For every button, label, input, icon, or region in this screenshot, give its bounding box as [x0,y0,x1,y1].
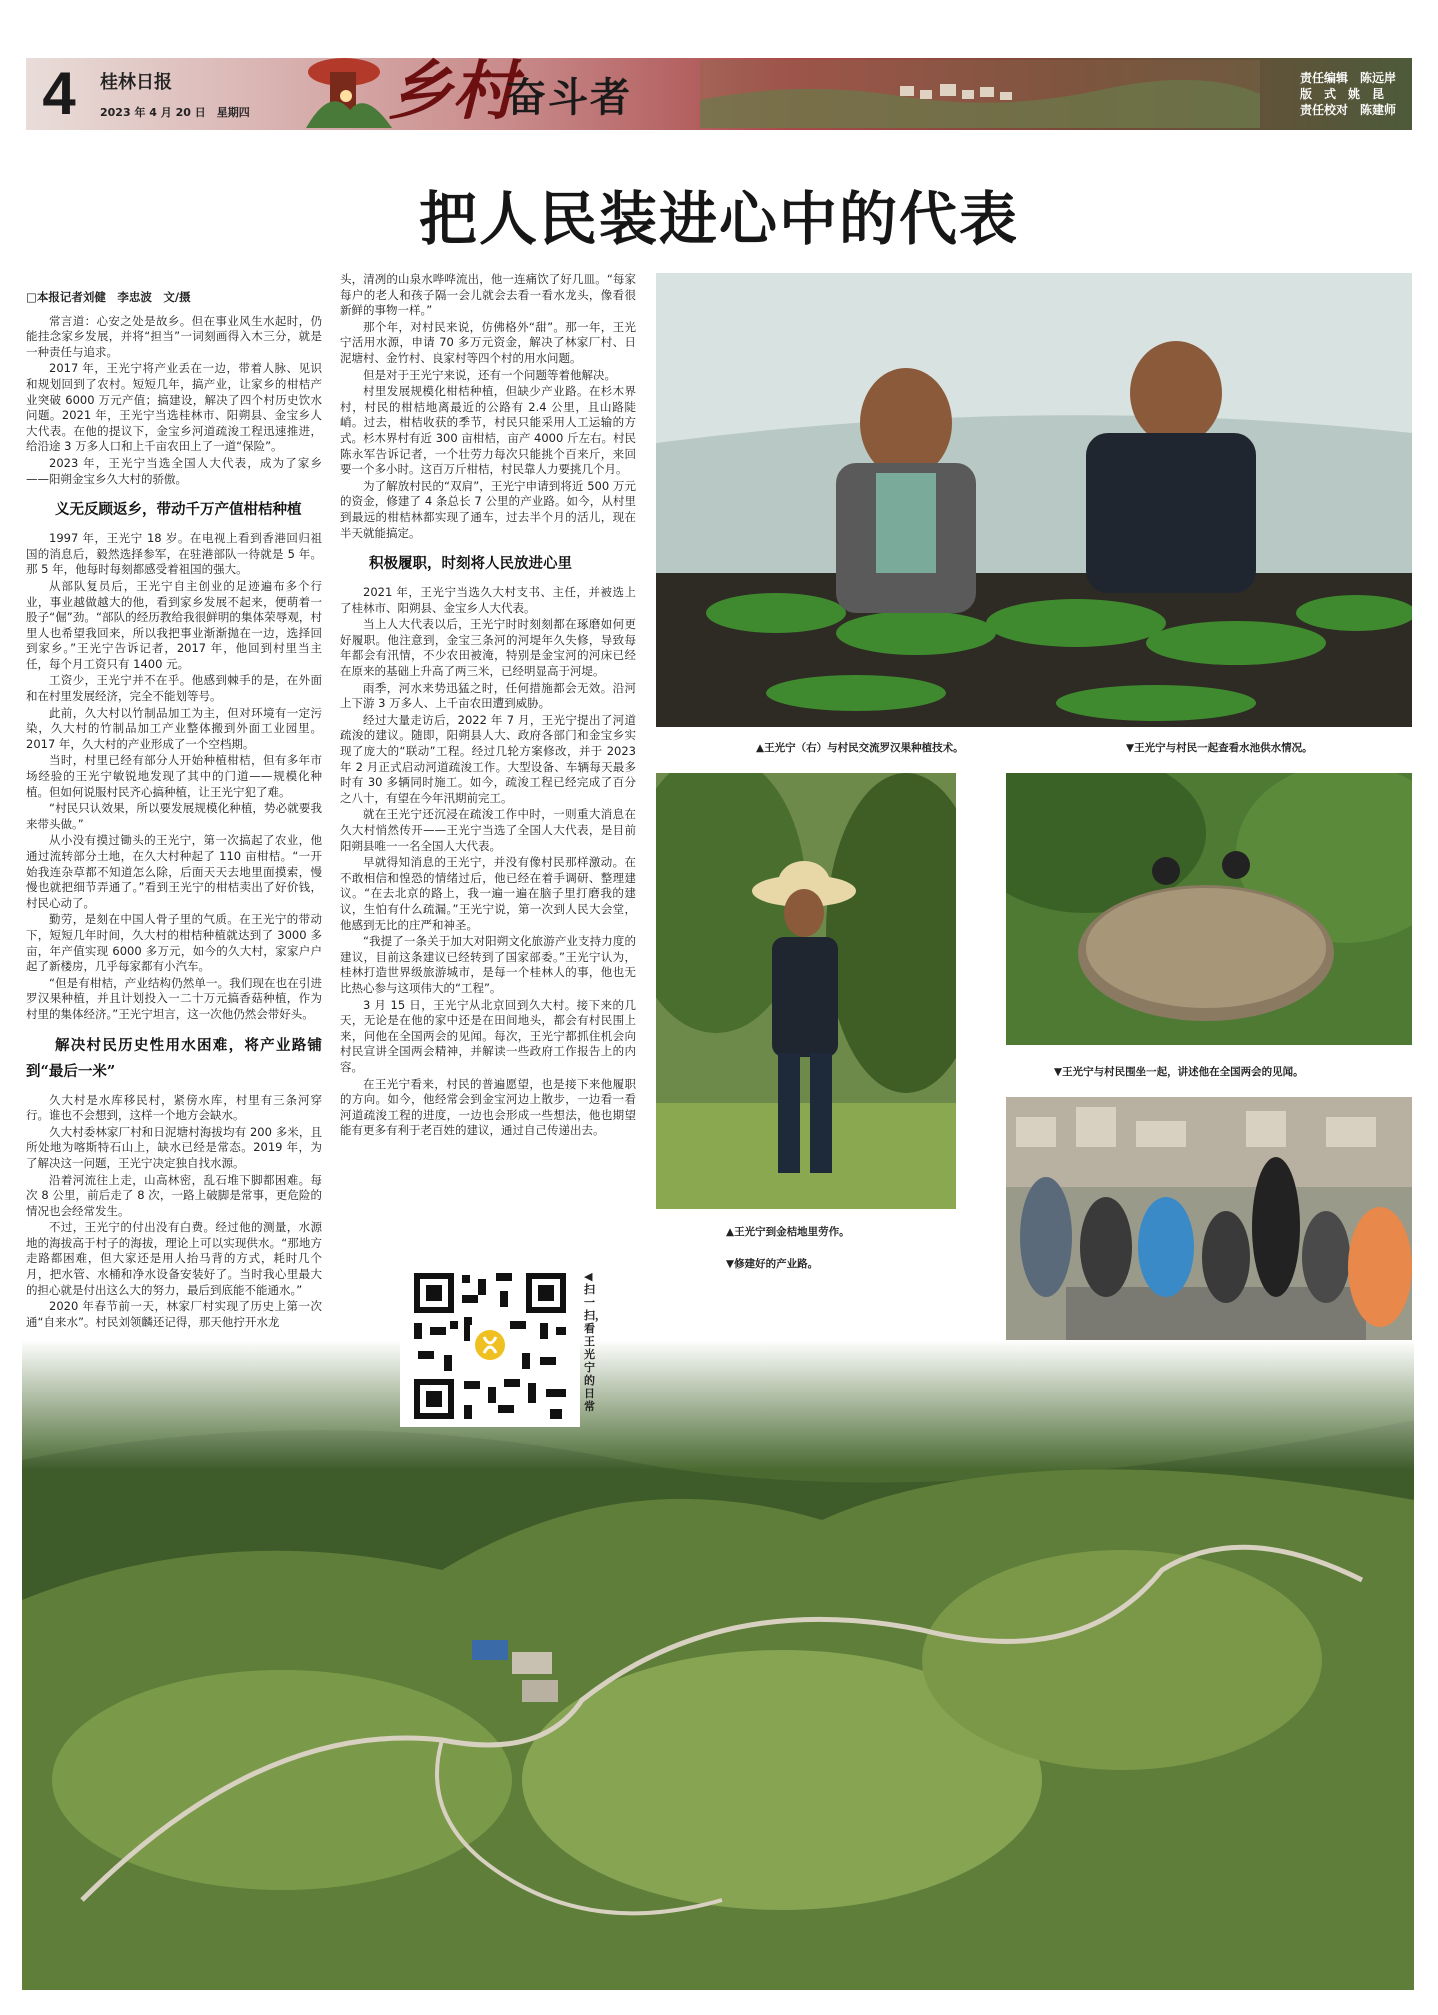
photo-villagers-meeting [1006,1097,1412,1357]
subheading: 解决村民历史性用水困难，将产业路铺到“最后一米” [26,1036,322,1080]
paragraph: 从部队复员后，王光宁自主创业的足迹遍布多个行业，事业越做越大的他，看到家乡发展不起来，便萌着一股子“倔”劲。“部队的经历教给我很鲜明的集体荣辱观，村里人也希望我回来，所以我把事业渐渐抛在一边，选择回到家乡。”王光宁告诉记者，2017 年，他回到村里当主任，每个月工资只有 1400 元。 [26,578,322,671]
issue-date: 2023 年 4 月 20 日 星期四 [100,106,250,119]
article-column-2 [340,272,636,1140]
paragraph: 久大村委林家厂村和日泥塘村海拔均有 200 多米，且所处地为喀斯特石山上，缺水已经是常态。2019 年，为了解决这一问题，王光宁决定独自找水源。 [26,1124,322,1170]
credit-editor: 责任编辑 陈远岸 [1300,71,1397,85]
paragraph: 就在王光宁还沉浸在疏浚工作中时，一则重大消息在久大村悄然传开——王光宁当选了全国人大代表，是目前阳朔县唯一一名全国人大代表。 [340,807,636,853]
page-number: 4 [42,60,76,127]
paragraph: 但是对于王光宁来说，还有一个问题等着他解决。 [363,367,616,382]
paragraph: 早就得知消息的王光宁，并没有像村民那样激动。在不敢相信和惶恐的情绪过后，他已经在着手调研、整理建议。“在去北京的路上，我一遍一遍在脑子里打磨我的建议，生怕有什么疏漏。”王光宁说，第一次到人民大会堂，他感到无比的庄严和神圣。 [340,855,636,932]
paragraph: 勤劳，是刻在中国人骨子里的气质。在王光宁的带动下，短短几年时间，久大村的柑桔种植就达到了 3000 多亩，年产值实现 6000 多万元，如今的久大村，家家户户起了新楼房，几乎每家都有小汽车。 [26,912,322,974]
article-column-1 [26,290,322,1331]
qr-caption: ◀扫一扫，看王光宁的日常 [584,1270,606,1413]
photo-orchard-worker [656,773,956,1209]
credit-proof: 责任校对 陈建师 [1300,103,1397,117]
paragraph: “村民只认效果，所以要发展规模化种植，势必就要我来带头做。” [26,801,322,831]
subheading: 积极履职，时刻将人民放进心里 [369,555,572,573]
photo-greenhouse [656,273,1412,727]
photo-caption: ▼王光宁与村民一起查看水池供水情况。 [1126,742,1313,754]
paragraph: 雨季，河水来势迅猛之时，任何措施都会无效。沿河上下游 3 万多人、上千亩农田遭到威胁。 [340,680,636,711]
section-title-village: 乡村 [388,54,516,129]
paragraph: 从小没有摸过锄头的王光宁，第一次搞起了农业，他通过流转部分土地，在久大村种起了 110 亩柑桔。“一开始我连杂草都不知道怎么除，后面天天去地里面摸索，慢慢也就把细节弄通了。”看到王光宁的柑桔卖出了好价钱，村民心动了。 [26,833,322,910]
paragraph: 1997 年，王光宁 18 岁。在电视上看到香港回归祖国的消息后，毅然选择参军，在驻港部队一待就是 5 年。那 5 年，他每时每刻都感受着祖国的强大。 [26,531,322,577]
subheading: 义无反顾返乡，带动千万产值柑桔种植 [55,501,302,519]
photo-caption: ▲王光宁到金桔地里劳作。 [726,1226,850,1238]
paragraph: 2017 年，王光宁将产业丢在一边，带着人脉、见识和规划回到了农村。短短几年，搞产业，让家乡的柑桔产业突破 6000 万元产值；搞建设，解决了四个村历史饮水问题。2021 年，王光宁当选桂林市、阳朔县、金宝乡人大代表。在他的提议下，金宝乡河道疏浚工程迅速推进，给沿途 3 万多人口和上千亩农田上了一道“保险”。 [26,361,322,454]
photo-water-tank [1006,773,1412,1045]
paragraph: 沿着河流往上走，山高林密，乱石堆下脚都困难。每次 8 公里，前后走了 8 次，一路上破脚是常事，更危险的情况也会经常发生。 [26,1172,322,1218]
photo-aerial-industry-road [22,1340,1414,1990]
paragraph: 3 月 15 日，王光宁从北京回到久大村。接下来的几天，无论是在他的家中还是在田间地头，都会有村民围上来，问他在全国两会的见闻。每次，王光宁都抓住机会向村民宣讲全国两会精神，并解读一些政府工作报告上的内容。 [340,997,636,1074]
paragraph: 那个年，对村民来说，仿佛格外“甜”。那一年，王光宁活用水源，申请 70 多万元资金，解决了林家厂村、日泥塘村、金竹村、良家村等四个村的用水问题。 [340,319,636,365]
byline: □本报记者刘健 李忠波 文/摄 [26,290,191,304]
paragraph: 常言道：心安之处是故乡。但在事业风生水起时，仍能挂念家乡发展，并将“担当”一词刻画得入木三分，就是一种责任与追求。 [26,313,322,359]
paragraph: “但是有柑桔，产业结构仍然单一。我们现在也在引进罗汉果种植，并且计划投入一二十万元搞香菇种植，作为村里的集体经济。”王光宁坦言，这一次他仍然会带好头。 [26,975,322,1021]
paragraph: 2020 年春节前一天，林家厂村实现了历史上第一次通“自来水”。村民刘领麟还记得，那天他拧开水龙 [26,1299,322,1329]
paragraph: 久大村是水库移民村，紧傍水库，村里有三条河穿行。谁也不会想到，这样一个地方会缺水。 [26,1092,322,1123]
newspaper-name: 桂林日报 [100,72,172,93]
paragraph: “我提了一条关于加大对阳朔文化旅游产业支持力度的建议，目前这条建议已经转到了国家部委。”王光宁认为，桂林打造世界级旅游城市，是每一个桂林人的事，他也无比热心参与这项伟大的“工程”。 [340,934,636,995]
photo-caption: ▼王光宁与村民围坐一起，讲述他在全国两会的见闻。 [1054,1066,1304,1078]
village-banner-image [700,60,1260,128]
paragraph: 经过大量走访后，2022 年 7 月，王光宁提出了河道疏浚的建议。随即，阳朔县人大、政府各部门和金宝乡实现了庞大的“联动”工程。经过几轮方案修改，并于 2023 年 2 月正式启动河道疏浚工作。大型设备、车辆每天最多时有 30 多辆同时施工。如今，疏浚工程已经完成了百分之八十，有望在今年汛期前完工。 [340,712,636,805]
paragraph: 为了解放村民的“双肩”，王光宁申请到将近 500 万元的资金，修建了 4 条总长 7 公里的产业路。如今，从村里到最远的柑桔林都实现了通车，过去半个月的活儿，现在半天就能搞定。 [340,478,636,540]
credit-layout: 版 式 姚 昆 [1300,87,1385,101]
paragraph: 头，清冽的山泉水哗哗流出，他一连痛饮了好几皿。“每家每户的老人和孩子隔一会儿就会去看一看水龙头，像看很新鲜的事物一样。” [340,272,636,318]
paragraph: 此前，久大村以竹制品加工为主，但对环境有一定污染，久大村的竹制品加工产业整体搬到外面工业园里。2017 年，久大村的产业形成了一个空档期。 [26,705,322,751]
photo-caption: ▲王光宁（右）与村民交流罗汉果种植技术。 [756,742,964,754]
paragraph: 工资少，王光宁并不在乎。他感到棘手的是，在外面和在村里发展经济，完全不能划等号。 [26,673,322,704]
paragraph: 村里发展规模化柑桔种植，但缺少产业路。在杉木界村，村民的柑桔地离最近的公路有 2.4 公里，且山路陡峭。过去，柑桔收获的季节，村民只能采用人工运输的方式。杉木界村有近 300 亩柑桔，亩产 4000 斤左右。村民陈永军告诉记者，一个壮劳力每次只能挑个百来斤，来回要一个多小时。这百万斤柑桔，村民靠人力要挑几个月。 [340,384,636,477]
paragraph: 在王光宁看来，村民的普遍愿望，也是接下来他履职的方向。如今，他经常会到金宝河边上散步，一边看一看河道疏浚工程的进度，一边也会形成一些想法，他也期望能有更多有利于老百姓的建议，通过自己传递出去。 [340,1076,636,1138]
section-title-strivers: 奋斗者 [506,74,632,121]
section-logo [300,46,395,132]
paragraph: 当时，村里已经有部分人开始种植柑桔，但有多年市场经验的王光宁敏锐地发现了其中的门道——规模化种植。但如何说服村民齐心搞种植，让王光宁犯了难。 [26,753,322,799]
headline: 把人民装进心中的代表 [418,185,1019,253]
paragraph: 当上人大代表以后，王光宁时时刻刻都在琢磨如何更好履职。他注意到，金宝三条河的河堤年久失修，导致每年都会有汛情，不少农田被淹，特别是金宝河的河床已经在原来的基础上升高了两三米，已经明显高于河堤。 [340,617,636,679]
paragraph: 2023 年，王光宁当选全国人大代表，成为了家乡——阳朔金宝乡久大村的骄傲。 [26,455,322,486]
editor-credits [1300,70,1396,118]
photo-caption: ▼修建好的产业路。 [726,1258,819,1270]
paragraph: 2021 年，王光宁当选久大村支书、主任，并被选上了桂林市、阳朔县、金宝乡人大代表。 [340,585,636,615]
paragraph: 不过，王光宁的付出没有白费。经过他的测量，水源地的海拔高于村子的海拔，理论上可以实现供水。“那地方走路都困难，但大家还是用人抬马背的方式，耗时几个月，把水管、水桶和净水设备安装好了。当时我心里最大的担心就是付出这么大的努力，最后到底能不能通水。” [26,1220,322,1297]
qr-code[interactable] [400,1265,580,1427]
